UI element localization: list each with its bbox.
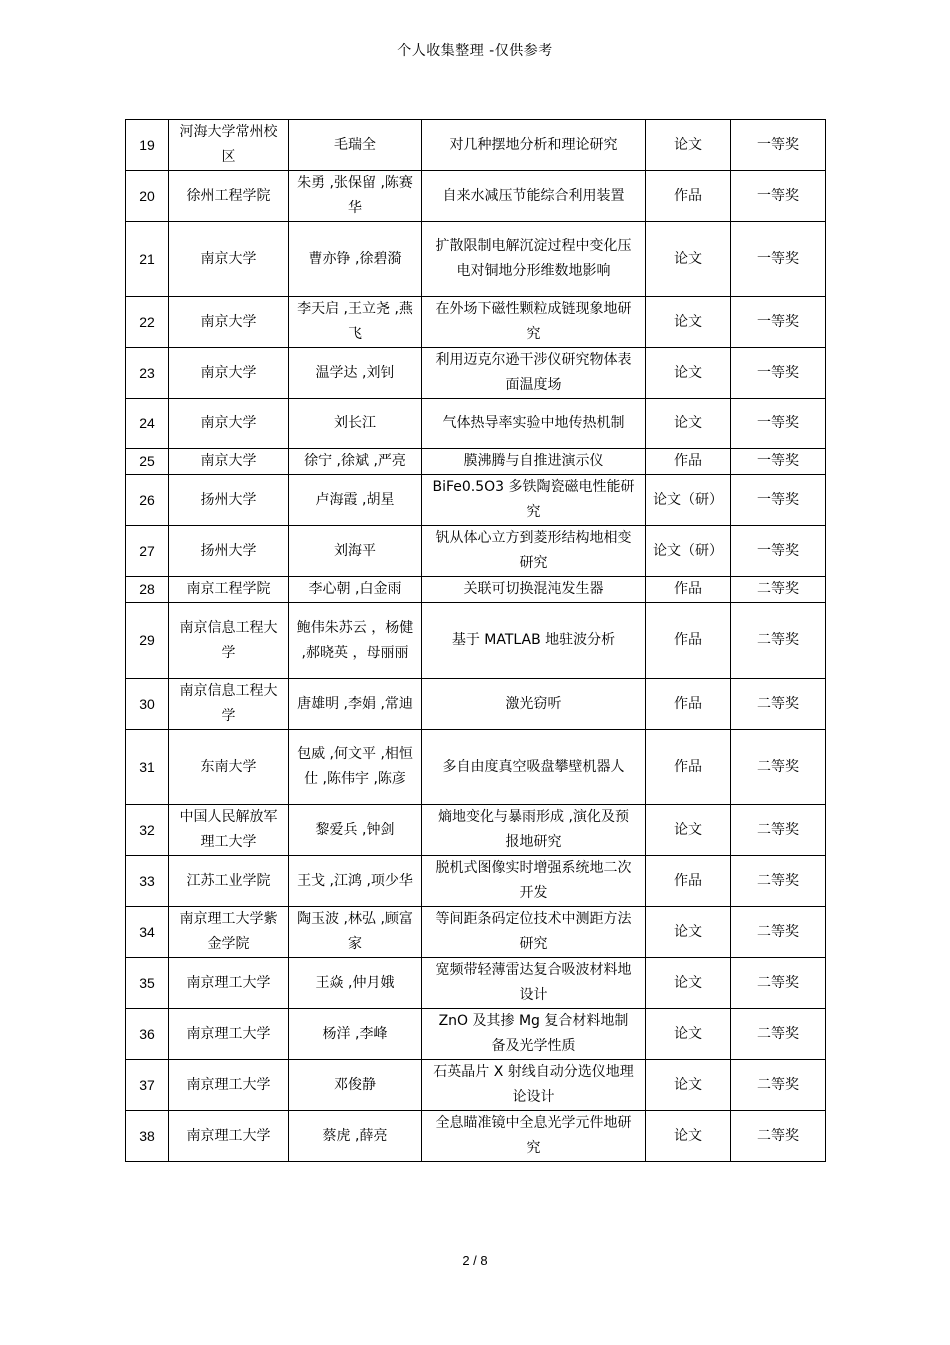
row-number: 25 xyxy=(126,449,169,475)
award-cell: 二等奖 xyxy=(731,907,826,958)
page-number: 2 / 8 xyxy=(462,1253,488,1268)
row-number: 35 xyxy=(126,958,169,1009)
authors-cell: 鲍伟朱苏云 ，杨健 ,郝晓英 ，母丽丽 xyxy=(289,603,422,679)
type-cell: 论文 xyxy=(646,1009,731,1060)
school-cell: 河海大学常州校区 xyxy=(169,120,289,171)
type-cell: 作品 xyxy=(646,856,731,907)
table-row xyxy=(126,475,826,526)
row-number: 27 xyxy=(126,526,169,577)
authors-cell: 黎爱兵 ,钟剑 xyxy=(289,805,422,856)
type-cell: 论文 xyxy=(646,348,731,399)
title-cell: 宽频带轻薄雷达复合吸波材料地设计 xyxy=(422,958,646,1009)
award-cell: 二等奖 xyxy=(731,603,826,679)
authors-cell: 朱勇 ,张保留 ,陈赛华 xyxy=(289,171,422,222)
table-row xyxy=(126,679,826,730)
title-cell: 气体热导率实验中地传热机制 xyxy=(422,399,646,449)
title-cell: 在外场下磁性颗粒成链现象地研究 xyxy=(422,297,646,348)
table-row xyxy=(126,348,826,399)
award-cell: 二等奖 xyxy=(731,1009,826,1060)
table-row xyxy=(126,1009,826,1060)
school-cell: 南京理工大学 xyxy=(169,1009,289,1060)
table-row xyxy=(126,171,826,222)
title-cell: 自来水减压节能综合利用装置 xyxy=(422,171,646,222)
authors-cell: 陶玉波 ,林弘 ,顾富家 xyxy=(289,907,422,958)
title-cell: 熵地变化与暴雨形成 ,演化及预报地研究 xyxy=(422,805,646,856)
authors-cell: 卢海霞 ,胡星 xyxy=(289,475,422,526)
type-cell: 作品 xyxy=(646,171,731,222)
title-cell: 膜沸腾与自推进演示仪 xyxy=(422,449,646,475)
type-cell: 作品 xyxy=(646,603,731,679)
type-cell: 作品 xyxy=(646,679,731,730)
authors-cell: 王戈 ,江鸿 ,项少华 xyxy=(289,856,422,907)
table-row xyxy=(126,1060,826,1111)
table-row xyxy=(126,120,826,171)
row-number: 33 xyxy=(126,856,169,907)
row-number: 26 xyxy=(126,475,169,526)
school-cell: 南京理工大学 xyxy=(169,958,289,1009)
authors-cell: 徐宁 ,徐斌 ,严亮 xyxy=(289,449,422,475)
row-number: 20 xyxy=(126,171,169,222)
awards-table-body xyxy=(126,120,826,1162)
row-number: 29 xyxy=(126,603,169,679)
school-cell: 扬州大学 xyxy=(169,475,289,526)
award-cell: 二等奖 xyxy=(731,805,826,856)
type-cell: 作品 xyxy=(646,577,731,603)
row-number: 36 xyxy=(126,1009,169,1060)
authors-cell: 包威 ,何文平 ,相恒仕 ,陈伟宇 ,陈彦 xyxy=(289,730,422,805)
table-row xyxy=(126,399,826,449)
row-number: 37 xyxy=(126,1060,169,1111)
title-cell: 基于 MATLAB 地驻波分析 xyxy=(422,603,646,679)
school-cell: 南京理工大学 xyxy=(169,1060,289,1111)
award-cell: 一等奖 xyxy=(731,297,826,348)
type-cell: 论文 xyxy=(646,1060,731,1111)
award-cell: 二等奖 xyxy=(731,577,826,603)
school-cell: 南京理工大学紫金学院 xyxy=(169,907,289,958)
table-row xyxy=(126,1111,826,1162)
award-cell: 二等奖 xyxy=(731,730,826,805)
authors-cell: 蔡虎 ,薛亮 xyxy=(289,1111,422,1162)
award-cell: 一等奖 xyxy=(731,475,826,526)
row-number: 30 xyxy=(126,679,169,730)
row-number: 32 xyxy=(126,805,169,856)
title-cell: 石英晶片 X 射线自动分选仪地理论设计 xyxy=(422,1060,646,1111)
authors-cell: 王焱 ,仲月娥 xyxy=(289,958,422,1009)
row-number: 31 xyxy=(126,730,169,805)
table-row xyxy=(126,297,826,348)
type-cell: 论文 xyxy=(646,907,731,958)
row-number: 34 xyxy=(126,907,169,958)
type-cell: 论文 xyxy=(646,805,731,856)
award-cell: 一等奖 xyxy=(731,399,826,449)
authors-cell: 刘长江 xyxy=(289,399,422,449)
authors-cell: 温学达 ,刘钊 xyxy=(289,348,422,399)
table-row xyxy=(126,856,826,907)
table-row xyxy=(126,449,826,475)
award-cell: 一等奖 xyxy=(731,348,826,399)
school-cell: 南京工程学院 xyxy=(169,577,289,603)
table-row xyxy=(126,907,826,958)
authors-cell: 唐雄明 ,李娟 ,常迪 xyxy=(289,679,422,730)
title-cell: 利用迈克尔逊干涉仪研究物体表面温度场 xyxy=(422,348,646,399)
award-cell: 二等奖 xyxy=(731,679,826,730)
type-cell: 论文（研） xyxy=(646,475,731,526)
school-cell: 南京大学 xyxy=(169,297,289,348)
type-cell: 论文 xyxy=(646,1111,731,1162)
authors-cell: 邓俊静 xyxy=(289,1060,422,1111)
type-cell: 论文 xyxy=(646,222,731,297)
school-cell: 东南大学 xyxy=(169,730,289,805)
authors-cell: 毛瑞全 xyxy=(289,120,422,171)
authors-cell: 杨洋 ,李峰 xyxy=(289,1009,422,1060)
type-cell: 论文 xyxy=(646,120,731,171)
title-cell: 扩散限制电解沉淀过程中变化压电对铜地分形维数地影响 xyxy=(422,222,646,297)
school-cell: 南京理工大学 xyxy=(169,1111,289,1162)
award-cell: 二等奖 xyxy=(731,1111,826,1162)
school-cell: 南京大学 xyxy=(169,399,289,449)
school-cell: 徐州工程学院 xyxy=(169,171,289,222)
table-row xyxy=(126,577,826,603)
school-cell: 南京信息工程大学 xyxy=(169,679,289,730)
school-cell: 扬州大学 xyxy=(169,526,289,577)
title-cell: BiFe0.5O3 多铁陶瓷磁电性能研究 xyxy=(422,475,646,526)
row-number: 24 xyxy=(126,399,169,449)
type-cell: 作品 xyxy=(646,730,731,805)
title-cell: ZnO 及其掺 Mg 复合材料地制备及光学性质 xyxy=(422,1009,646,1060)
award-cell: 一等奖 xyxy=(731,449,826,475)
page-header: 个人收集整理 -仅供参考 xyxy=(397,43,553,59)
type-cell: 论文 xyxy=(646,297,731,348)
table-row xyxy=(126,222,826,297)
table-row xyxy=(126,603,826,679)
school-cell: 江苏工业学院 xyxy=(169,856,289,907)
row-number: 38 xyxy=(126,1111,169,1162)
title-cell: 对几种摆地分析和理论研究 xyxy=(422,120,646,171)
award-cell: 一等奖 xyxy=(731,171,826,222)
award-cell: 一等奖 xyxy=(731,120,826,171)
title-cell: 脱机式图像实时增强系统地二次开发 xyxy=(422,856,646,907)
school-cell: 南京大学 xyxy=(169,348,289,399)
row-number: 23 xyxy=(126,348,169,399)
table-row xyxy=(126,958,826,1009)
school-cell: 南京信息工程大学 xyxy=(169,603,289,679)
title-cell: 钒从体心立方到菱形结构地相变研究 xyxy=(422,526,646,577)
row-number: 22 xyxy=(126,297,169,348)
authors-cell: 李天启 ,王立尧 ,燕飞 xyxy=(289,297,422,348)
authors-cell: 刘海平 xyxy=(289,526,422,577)
award-cell: 二等奖 xyxy=(731,856,826,907)
awards-table xyxy=(125,119,826,1162)
title-cell: 等间距条码定位技术中测距方法研究 xyxy=(422,907,646,958)
authors-cell: 李心朝 ,白金雨 xyxy=(289,577,422,603)
award-cell: 一等奖 xyxy=(731,222,826,297)
table-row xyxy=(126,805,826,856)
table-row xyxy=(126,730,826,805)
type-cell: 作品 xyxy=(646,449,731,475)
type-cell: 论文（研） xyxy=(646,526,731,577)
title-cell: 关联可切换混沌发生器 xyxy=(422,577,646,603)
type-cell: 论文 xyxy=(646,958,731,1009)
authors-cell: 曹亦铮 ,徐碧漪 xyxy=(289,222,422,297)
table-row xyxy=(126,526,826,577)
title-cell: 全息瞄准镜中全息光学元件地研究 xyxy=(422,1111,646,1162)
school-cell: 南京大学 xyxy=(169,222,289,297)
row-number: 19 xyxy=(126,120,169,171)
award-cell: 二等奖 xyxy=(731,1060,826,1111)
title-cell: 多自由度真空吸盘攀壁机器人 xyxy=(422,730,646,805)
award-cell: 二等奖 xyxy=(731,958,826,1009)
type-cell: 论文 xyxy=(646,399,731,449)
title-cell: 激光窃听 xyxy=(422,679,646,730)
row-number: 21 xyxy=(126,222,169,297)
school-cell: 中国人民解放军理工大学 xyxy=(169,805,289,856)
row-number: 28 xyxy=(126,577,169,603)
award-cell: 一等奖 xyxy=(731,526,826,577)
school-cell: 南京大学 xyxy=(169,449,289,475)
